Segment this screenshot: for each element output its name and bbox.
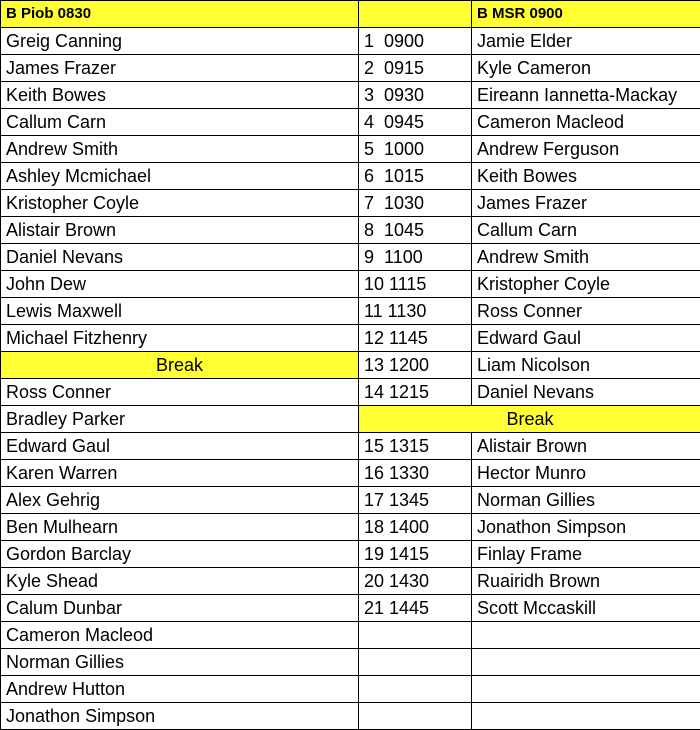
piob-competitor: Keith Bowes [1, 82, 359, 109]
msr-break-cell: Break [359, 406, 700, 433]
slot-time: 3 0930 [359, 82, 472, 109]
piob-competitor: Michael Fitzhenry [1, 325, 359, 352]
piob-competitor: Andrew Hutton [1, 676, 359, 703]
msr-competitor: Cameron Macleod [472, 109, 700, 136]
msr-competitor: Alistair Brown [472, 433, 700, 460]
slot-time: 13 1200 [359, 352, 472, 379]
slot-time: 17 1345 [359, 487, 472, 514]
msr-competitor: Eireann Iannetta-Mackay [472, 82, 700, 109]
msr-competitor: Finlay Frame [472, 541, 700, 568]
table-row [1, 703, 700, 730]
msr-competitor: Kyle Cameron [472, 55, 700, 82]
slot-time: 15 1315 [359, 433, 472, 460]
piob-competitor: Karen Warren [1, 460, 359, 487]
slot-time: 8 1045 [359, 217, 472, 244]
slot-time: 7 1030 [359, 190, 472, 217]
msr-competitor: Callum Carn [472, 217, 700, 244]
msr-competitor: Hector Munro [472, 460, 700, 487]
slot-time: 2 0915 [359, 55, 472, 82]
piob-competitor: John Dew [1, 271, 359, 298]
table-row [1, 28, 700, 55]
piob-competitor: Lewis Maxwell [1, 298, 359, 325]
piob-break-cell: Break [1, 352, 359, 379]
slot-time: 20 1430 [359, 568, 472, 595]
piob-competitor: Gordon Barclay [1, 541, 359, 568]
table-row [1, 109, 700, 136]
msr-competitor: Jamie Elder [472, 28, 700, 55]
slot-time [359, 649, 472, 676]
piob-competitor: Ben Mulhearn [1, 514, 359, 541]
piob-competitor: Cameron Macleod [1, 622, 359, 649]
msr-competitor: Norman Gillies [472, 487, 700, 514]
table-row [1, 244, 700, 271]
slot-time: 9 1100 [359, 244, 472, 271]
msr-competitor: Daniel Nevans [472, 379, 700, 406]
table-row [1, 622, 700, 649]
table-row [1, 568, 700, 595]
slot-time: 10 1115 [359, 271, 472, 298]
slot-time [359, 676, 472, 703]
piob-competitor: Norman Gillies [1, 649, 359, 676]
table-row [1, 433, 700, 460]
slot-time: 6 1015 [359, 163, 472, 190]
table-row [1, 217, 700, 244]
slot-time: 4 0945 [359, 109, 472, 136]
piob-competitor: Kyle Shead [1, 568, 359, 595]
piob-competitor: Jonathon Simpson [1, 703, 359, 730]
piob-competitor: Alex Gehrig [1, 487, 359, 514]
slot-time: 1 0900 [359, 28, 472, 55]
table-row [1, 163, 700, 190]
msr-competitor: Ruairidh Brown [472, 568, 700, 595]
piob-competitor: Daniel Nevans [1, 244, 359, 271]
piob-competitor: Calum Dunbar [1, 595, 359, 622]
msr-competitor: Jonathon Simpson [472, 514, 700, 541]
table-row [1, 406, 700, 433]
table-row [1, 271, 700, 298]
table-row [1, 82, 700, 109]
piob-competitor: James Frazer [1, 55, 359, 82]
slot-time: 11 1130 [359, 298, 472, 325]
table-row [1, 541, 700, 568]
table-row [1, 298, 700, 325]
table-row [1, 190, 700, 217]
slot-time [359, 622, 472, 649]
piob-competitor: Greig Canning [1, 28, 359, 55]
table-row [1, 487, 700, 514]
piob-competitor: Ross Conner [1, 379, 359, 406]
msr-competitor: Kristopher Coyle [472, 271, 700, 298]
piob-competitor: Callum Carn [1, 109, 359, 136]
piob-competitor: Ashley Mcmichael [1, 163, 359, 190]
header-b-msr: B MSR 0900 [472, 1, 700, 28]
msr-competitor [472, 622, 700, 649]
slot-time: 19 1415 [359, 541, 472, 568]
table-row [1, 649, 700, 676]
table-row [1, 379, 700, 406]
header-row [1, 1, 700, 28]
header-b-piob: B Piob 0830 [1, 1, 359, 28]
table-row [1, 136, 700, 163]
msr-competitor [472, 676, 700, 703]
table-row [1, 676, 700, 703]
slot-time: 16 1330 [359, 460, 472, 487]
table-row [1, 352, 700, 379]
msr-competitor: Keith Bowes [472, 163, 700, 190]
piob-competitor: Bradley Parker [1, 406, 359, 433]
msr-competitor: Andrew Smith [472, 244, 700, 271]
table-row [1, 55, 700, 82]
table-row [1, 325, 700, 352]
piob-competitor: Alistair Brown [1, 217, 359, 244]
msr-competitor: Scott Mccaskill [472, 595, 700, 622]
piob-competitor: Andrew Smith [1, 136, 359, 163]
table-row [1, 514, 700, 541]
msr-competitor: Andrew Ferguson [472, 136, 700, 163]
piob-competitor: Edward Gaul [1, 433, 359, 460]
msr-competitor: Liam Nicolson [472, 352, 700, 379]
msr-competitor: Ross Conner [472, 298, 700, 325]
table-row [1, 460, 700, 487]
table-row [1, 595, 700, 622]
slot-time: 21 1445 [359, 595, 472, 622]
msr-competitor: Edward Gaul [472, 325, 700, 352]
msr-competitor: James Frazer [472, 190, 700, 217]
piob-competitor: Kristopher Coyle [1, 190, 359, 217]
slot-time: 14 1215 [359, 379, 472, 406]
msr-competitor [472, 649, 700, 676]
slot-time: 18 1400 [359, 514, 472, 541]
msr-competitor [472, 703, 700, 730]
header-slot [359, 1, 472, 28]
slot-time: 5 1000 [359, 136, 472, 163]
slot-time: 12 1145 [359, 325, 472, 352]
slot-time [359, 703, 472, 730]
